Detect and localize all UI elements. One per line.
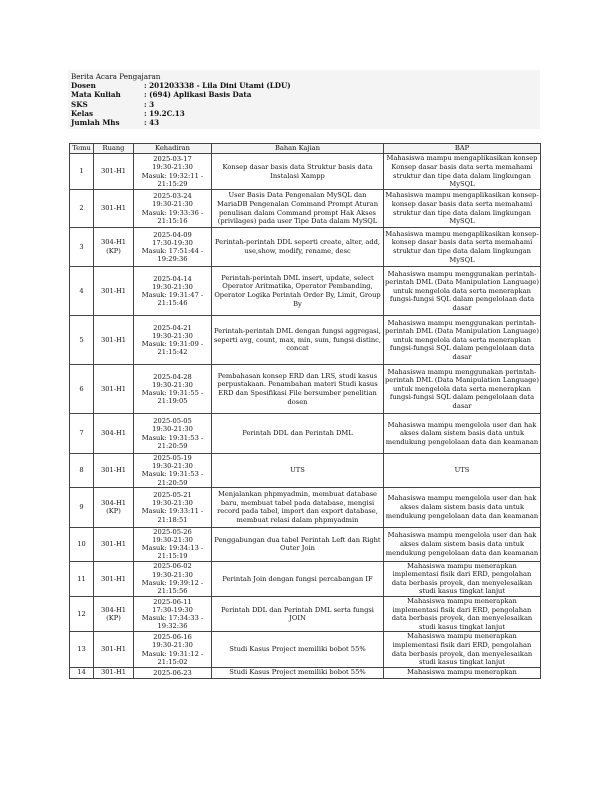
kehadiran-line: 19:32:36 bbox=[157, 622, 188, 631]
kehadiran-line: 2025-04-21 bbox=[153, 323, 192, 332]
column-header-bahan-kajian: Bahan Kajian bbox=[212, 144, 384, 154]
field-label: Mata Kuliah bbox=[71, 90, 121, 100]
kehadiran-line: 17:30-19:30 bbox=[152, 605, 193, 614]
cell-temu: 14 bbox=[70, 667, 94, 678]
field-label: SKS bbox=[71, 99, 88, 109]
cell-temu: 12 bbox=[70, 597, 94, 632]
cell-temu: 9 bbox=[70, 487, 94, 527]
kehadiran-line: 19:30-21:30 bbox=[152, 570, 193, 579]
cell-bap: Mahasiswa mampu mengelola user dan hak akses dalam sistem basis data untuk mendukung pengelolaan data dan keamanan bbox=[384, 527, 541, 561]
column-header-temu: Temu bbox=[70, 144, 94, 154]
cell-kehadiran bbox=[134, 561, 212, 596]
table-header-row bbox=[70, 144, 541, 154]
kehadiran-line: Masuk: 19:33:11 - bbox=[141, 507, 204, 516]
cell-ruang: 301-H1 bbox=[94, 454, 134, 488]
kehadiran-line: 19:30-21:30 bbox=[152, 331, 193, 340]
field-value: : (694) Aplikasi Basis Data bbox=[144, 90, 252, 100]
cell-ruang: 301-H1 bbox=[94, 190, 134, 228]
header-field-kelas bbox=[71, 109, 291, 118]
kehadiran-line: 21:18:51 bbox=[157, 515, 188, 524]
cell-bap: UTS bbox=[384, 454, 541, 488]
cell-bahan-kajian: Pembahasan konsep ERD dan LRS, studi kasus perpustakaan. Penambahan materi Studi kasus ERD dan Spesifikasi File bersumber penelitian dosen bbox=[212, 365, 384, 414]
cell-bahan-kajian: Perintah Join dengan fungsi percabangan IF bbox=[212, 561, 384, 596]
table-row bbox=[70, 154, 541, 190]
table-row bbox=[70, 365, 541, 414]
kehadiran-line: Masuk: 19:33:36 - bbox=[141, 208, 204, 217]
column-header-ruang: Ruang bbox=[94, 144, 134, 154]
kehadiran-line: 19:30-21:30 bbox=[152, 499, 193, 508]
column-header-bap: BAP bbox=[384, 144, 541, 154]
cell-kehadiran bbox=[134, 487, 212, 527]
table-row bbox=[70, 667, 541, 678]
column-header-kehadiran: Kehadiran bbox=[134, 144, 212, 154]
kehadiran-line: 21:15:19 bbox=[157, 552, 188, 561]
kehadiran-line: 2025-04-09 bbox=[153, 230, 192, 239]
kehadiran-line: Masuk: 19:32:11 - bbox=[141, 171, 204, 180]
kehadiran-line: 2025-03-17 bbox=[153, 155, 192, 164]
cell-temu: 7 bbox=[70, 414, 94, 454]
field-value: : 201203338 - Lila Dini Utami (LDU) bbox=[144, 81, 291, 90]
cell-ruang: 301-H1 bbox=[94, 667, 134, 678]
kehadiran-line: 19:29:36 bbox=[157, 255, 188, 264]
cell-kehadiran bbox=[134, 527, 212, 561]
kehadiran-line: 2025-05-26 bbox=[153, 527, 192, 536]
field-label: Jumlah Mhs bbox=[71, 118, 120, 128]
cell-ruang: 301-H1 bbox=[94, 632, 134, 667]
cell-bap: Mahasiswa mampu menerapkan implementasi fisik dari ERD, pengolahan data berbasis proyek, dan menyelesaikan studi kasus tingkat lanjut bbox=[384, 561, 541, 596]
cell-ruang: 304-H1 (KP) bbox=[94, 597, 134, 632]
cell-kehadiran bbox=[134, 667, 212, 678]
table-row bbox=[70, 454, 541, 488]
cell-temu: 8 bbox=[70, 454, 94, 488]
table-row bbox=[70, 561, 541, 596]
kehadiran-line: 19:30-21:30 bbox=[152, 425, 193, 434]
kehadiran-line: 21:19:05 bbox=[157, 397, 188, 406]
kehadiran-line: Masuk: 19:31:09 - bbox=[141, 340, 204, 348]
kehadiran-line: 19:30-21:30 bbox=[152, 536, 193, 545]
kehadiran-line: 21:15:29 bbox=[157, 179, 188, 188]
cell-bap: Mahasiswa mampu mengaplikasikan konsep Konsep dasar basis data serta memahami struktur dan tipe data dalam lingkungan MySQL bbox=[384, 154, 541, 190]
kehadiran-line: Masuk: 19:31:12 - bbox=[141, 649, 204, 658]
cell-kehadiran bbox=[134, 414, 212, 454]
kehadiran-line: 19:30-21:30 bbox=[152, 462, 193, 471]
document-title: Berita Acara Pengajaran bbox=[71, 72, 161, 81]
cell-temu: 1 bbox=[70, 154, 94, 190]
kehadiran-line: 2025-04-14 bbox=[153, 274, 192, 283]
kehadiran-line: Masuk: 17:51:44 - bbox=[141, 247, 204, 255]
table-row bbox=[70, 527, 541, 561]
kehadiran-line: 21:20:59 bbox=[157, 441, 188, 450]
cell-bap: Mahasiswa mampu menggunakan perintah-perintah DML (Data Manipulation Language) untuk mengelola data serta menerapkan fungsi-fungsi SQL dalam pengelolaan data dasar bbox=[384, 267, 541, 316]
cell-kehadiran bbox=[134, 316, 212, 365]
cell-ruang: 301-H1 bbox=[94, 561, 134, 596]
kehadiran-line: 2025-06-16 bbox=[153, 633, 192, 642]
cell-temu: 6 bbox=[70, 365, 94, 414]
cell-bap: Mahasiswa mampu mengaplikasikan konsep-konsep dasar basis data serta memahami struktur dan tipe data dalam lingkungan MySQL bbox=[384, 190, 541, 228]
table-body bbox=[70, 154, 541, 679]
kehadiran-line: Masuk: 19:31:53 - bbox=[141, 433, 204, 442]
cell-bahan-kajian: Menjalankan phpmyadmin, membuat database baru, membuat tabel pada database, mengisi record pada tabel, import dan export database, membuat relasi dalam phpmyadmin bbox=[212, 487, 384, 527]
cell-ruang: 304-H1 (KP) bbox=[94, 487, 134, 527]
header-field-mata-kuliah bbox=[71, 90, 291, 99]
cell-temu: 11 bbox=[70, 561, 94, 596]
field-value: : 19.2C.13 bbox=[144, 108, 185, 118]
table-row bbox=[70, 414, 541, 454]
cell-bahan-kajian: User Basis Data Pengenalan MySQL dan MariaDB Pengenalan Command Prompt Aturan penulisan dalam Command prompt Hak Akses (privilages) pada user Tipe Data dalam MySQL bbox=[212, 190, 384, 228]
cell-temu: 2 bbox=[70, 190, 94, 228]
kehadiran-line: 21:15:46 bbox=[157, 299, 188, 308]
kehadiran-line: 2025-06-23 bbox=[153, 668, 192, 677]
kehadiran-line: 19:30-21:30 bbox=[152, 200, 193, 209]
kehadiran-line: 2025-05-05 bbox=[153, 417, 192, 426]
cell-bahan-kajian: UTS bbox=[212, 454, 384, 488]
kehadiran-line: 21:15:16 bbox=[157, 216, 188, 225]
cell-bahan-kajian: Perintah-perintah DML insert, update, select Operator Aritmatika, Operator Pembanding, Operator Logika Perintah Order By, Limit, Group By bbox=[212, 267, 384, 316]
kehadiran-line: 19:30-21:30 bbox=[152, 282, 193, 291]
kehadiran-line: Masuk: 19:39:12 - bbox=[141, 578, 204, 587]
kehadiran-line: 2025-06-02 bbox=[153, 562, 192, 571]
cell-ruang: 304-H1 (KP) bbox=[94, 228, 134, 267]
header-field-dosen bbox=[71, 81, 291, 90]
cell-temu: 13 bbox=[70, 632, 94, 667]
kehadiran-line: Masuk: 19:34:13 - bbox=[141, 544, 204, 553]
field-value: : 3 bbox=[144, 99, 155, 109]
cell-kehadiran bbox=[134, 597, 212, 632]
cell-bahan-kajian: Perintah DDL dan Perintah DML serta fungsi JOIN bbox=[212, 597, 384, 632]
field-value: : 43 bbox=[144, 118, 160, 128]
kehadiran-line: 2025-05-19 bbox=[153, 454, 192, 462]
cell-kehadiran bbox=[134, 365, 212, 414]
table-row bbox=[70, 316, 541, 365]
kehadiran-line: 2025-04-28 bbox=[153, 372, 192, 381]
cell-bap: Mahasiswa mampu mengelola user dan hak akses dalam sistem basis data untuk mendukung pengelolaan data dan keamanan bbox=[384, 414, 541, 454]
kehadiran-line: 19:30-21:30 bbox=[152, 163, 193, 172]
cell-temu: 3 bbox=[70, 228, 94, 267]
table-row bbox=[70, 190, 541, 228]
header-fields bbox=[71, 81, 291, 127]
kehadiran-line: 2025-06-11 bbox=[153, 597, 192, 606]
cell-ruang: 301-H1 bbox=[94, 527, 134, 561]
kehadiran-line: 17:30-19:30 bbox=[152, 238, 193, 247]
header-field-sks bbox=[71, 100, 291, 109]
table-row bbox=[70, 632, 541, 667]
cell-kehadiran bbox=[134, 632, 212, 667]
table-row bbox=[70, 487, 541, 527]
kehadiran-line: 19:30-21:30 bbox=[152, 380, 193, 389]
cell-ruang: 301-H1 bbox=[94, 316, 134, 365]
header-field-jumlah-mhs bbox=[71, 118, 291, 127]
kehadiran-line: 2025-03-24 bbox=[153, 192, 192, 201]
field-label: Dosen bbox=[71, 81, 96, 90]
kehadiran-line: 21:15:42 bbox=[157, 348, 188, 357]
cell-kehadiran bbox=[134, 454, 212, 488]
cell-bahan-kajian: Studi Kasus Project memiliki bobot 55% bbox=[212, 632, 384, 667]
kehadiran-line: Masuk: 19:31:53 - bbox=[141, 470, 204, 479]
cell-kehadiran bbox=[134, 267, 212, 316]
kehadiran-line: 21:20:59 bbox=[157, 478, 188, 487]
cell-temu: 10 bbox=[70, 527, 94, 561]
cell-bahan-kajian: Perintah-perintah DDL seperti create, alter, add, use,show, modify, rename, desc bbox=[212, 228, 384, 267]
table-row bbox=[70, 267, 541, 316]
kehadiran-line: 21:15:02 bbox=[157, 657, 188, 666]
kehadiran-line: Masuk: 19:31:47 - bbox=[141, 291, 204, 299]
cell-bahan-kajian: Perintah DDL dan Perintah DML bbox=[212, 414, 384, 454]
cell-bap: Mahasiswa mampu menerapkan implementasi fisik dari ERD, pengolahan data berbasis proyek, dan menyelesaikan studi kasus tingkat lanjut bbox=[384, 632, 541, 667]
cell-temu: 5 bbox=[70, 316, 94, 365]
cell-bap: Mahasiswa mampu menggunakan perintah-perintah DML (Data Manipulation Language) untuk mengelola data serta menerapkan fungsi-fungsi SQL dalam pengelolaan data dasar bbox=[384, 316, 541, 365]
kehadiran-line: Masuk: 17:34:33 - bbox=[141, 614, 204, 623]
cell-ruang: 301-H1 bbox=[94, 365, 134, 414]
kehadiran-line: 21:15:56 bbox=[157, 587, 188, 596]
table-row bbox=[70, 597, 541, 632]
cell-bahan-kajian: Konsep dasar basis data Struktur basis data Instalasi Xampp bbox=[212, 154, 384, 190]
cell-bahan-kajian: Perintah-perintah DML dengan fungsi aggregasi, seperti avg, count, max, min, sum, fungsi distinc, concat bbox=[212, 316, 384, 365]
cell-bahan-kajian: Studi Kasus Project memiliki bobot 55% bbox=[212, 667, 384, 678]
cell-kehadiran bbox=[134, 154, 212, 190]
cell-kehadiran bbox=[134, 228, 212, 267]
table-row bbox=[70, 228, 541, 267]
field-label: Kelas bbox=[71, 108, 94, 118]
kehadiran-line: 2025-05-21 bbox=[153, 490, 192, 499]
cell-bap: Mahasiswa mampu mengaplikasikan konsep-konsep dasar basis data serta memahami struktur dan tipe data dalam lingkungan MySQL bbox=[384, 228, 541, 267]
cell-bahan-kajian: Penggabungan dua tabel Perintah Left dan Right Outer Join bbox=[212, 527, 384, 561]
kehadiran-line: Masuk: 19:31:55 - bbox=[141, 389, 204, 397]
document-header bbox=[68, 70, 540, 129]
kehadiran-line: 19:30-21:30 bbox=[152, 641, 193, 650]
cell-bap: Mahasiswa mampu menerapkan bbox=[384, 667, 541, 678]
cell-ruang: 301-H1 bbox=[94, 154, 134, 190]
cell-ruang: 301-H1 bbox=[94, 267, 134, 316]
cell-temu: 4 bbox=[70, 267, 94, 316]
cell-ruang: 304-H1 bbox=[94, 414, 134, 454]
attendance-table bbox=[69, 143, 541, 679]
cell-bap: Mahasiswa mampu menggunakan perintah-perintah DML (Data Manipulation Language) untuk mengelola data serta menerapkan fungsi-fungsi SQL dalam pengelolaan data dasar bbox=[384, 365, 541, 414]
cell-kehadiran bbox=[134, 190, 212, 228]
cell-bap: Mahasiswa mampu mengelola user dan hak akses dalam sistem basis data untuk mendukung pengelolaan data dan keamanan bbox=[384, 487, 541, 527]
cell-bap: Mahasiswa mampu menerapkan implementasi fisik dari ERD, pengolahan data berbasis proyek, dan menyelesaikan studi kasus tingkat lanjut bbox=[384, 597, 541, 632]
